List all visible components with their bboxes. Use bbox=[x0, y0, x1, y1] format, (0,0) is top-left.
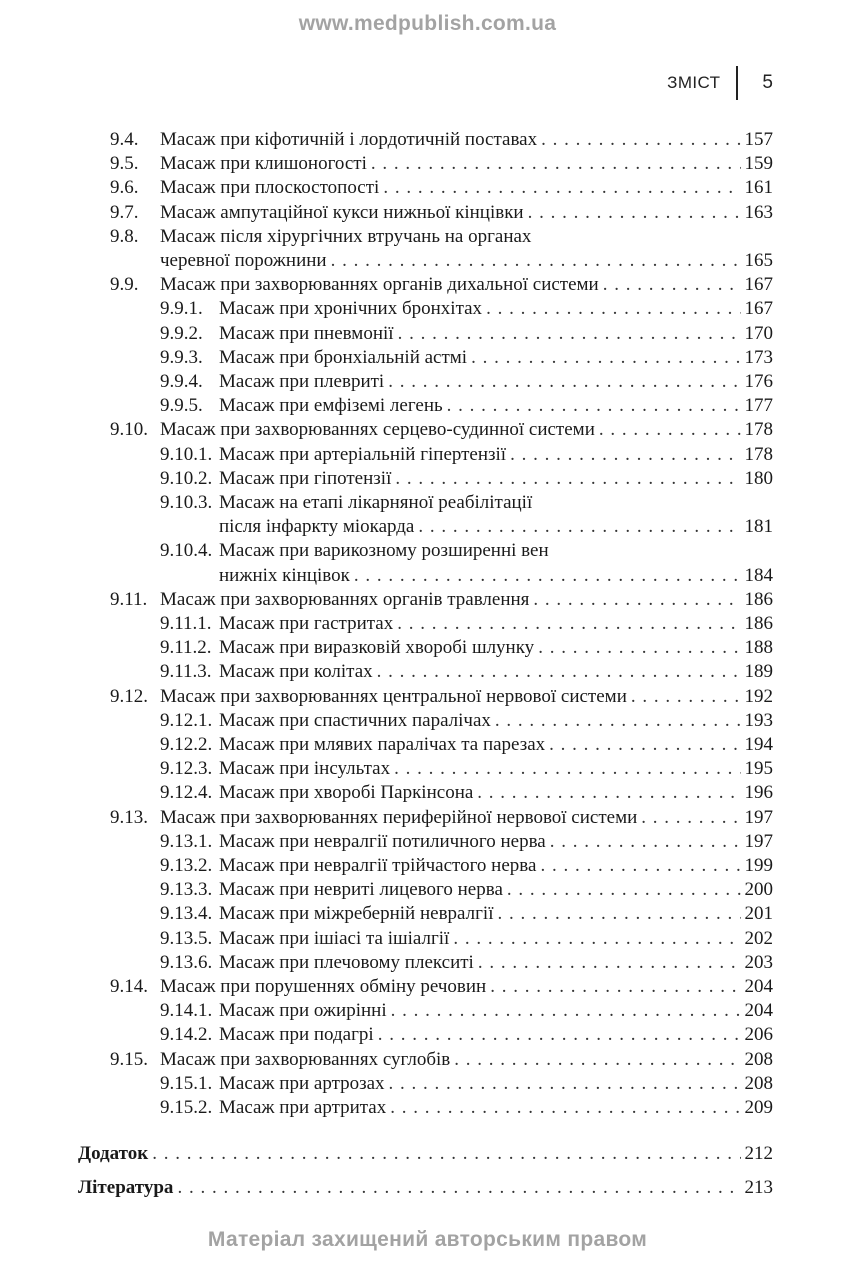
toc-entry[interactable] bbox=[0, 515, 855, 539]
toc-entry-page: 184 bbox=[744, 565, 773, 586]
dot-leader bbox=[471, 346, 740, 370]
dot-leader bbox=[538, 636, 740, 660]
toc-entry[interactable] bbox=[0, 878, 855, 902]
toc-entry-number: 9.12.1. bbox=[160, 710, 213, 731]
toc-entry-number: 9.6. bbox=[110, 177, 139, 198]
toc-entry-page: 178 bbox=[744, 444, 773, 465]
toc-entry-title: Масаж при захворюваннях центральної нервової системи bbox=[160, 686, 627, 707]
dot-leader bbox=[377, 660, 741, 684]
header-divider bbox=[736, 66, 738, 100]
toc-entry-title: Масаж при невралгії трійчастого нерва bbox=[219, 855, 537, 876]
toc-entry-page: 180 bbox=[744, 468, 773, 489]
toc-entry-number: 9.15.2. bbox=[160, 1097, 213, 1118]
toc-entry[interactable] bbox=[0, 539, 855, 563]
toc-entry-page: 209 bbox=[744, 1097, 773, 1118]
dot-leader bbox=[453, 927, 740, 951]
toc-entry[interactable] bbox=[0, 249, 855, 273]
toc-entry-line bbox=[160, 418, 773, 442]
toc-entry-line bbox=[160, 152, 773, 176]
toc-appendix-entry[interactable] bbox=[0, 1176, 855, 1200]
toc-entry-line bbox=[219, 612, 773, 636]
toc-entry-line bbox=[219, 370, 773, 394]
toc-entry[interactable] bbox=[0, 1072, 855, 1096]
toc-entry[interactable] bbox=[0, 394, 855, 418]
toc-entry-number: 9.9.5. bbox=[160, 395, 203, 416]
toc-entry-number: 9.12.3. bbox=[160, 758, 213, 779]
toc-entry[interactable] bbox=[0, 636, 855, 660]
toc-entry[interactable] bbox=[0, 201, 855, 225]
toc-entry-title: Масаж при артритах bbox=[219, 1097, 387, 1118]
toc-entry-number: 9.10.3. bbox=[160, 492, 213, 513]
toc-entry-number: 9.4. bbox=[110, 129, 139, 150]
toc-entry-title: Масаж при варикозному розширенні вен bbox=[219, 540, 549, 561]
toc-entry-title: Масаж при невриті лицевого нерва bbox=[219, 879, 503, 900]
toc-entry-line bbox=[219, 781, 773, 805]
dot-leader bbox=[371, 152, 741, 176]
toc-entry-line bbox=[219, 394, 773, 418]
toc-entry[interactable] bbox=[0, 1096, 855, 1120]
dot-leader bbox=[507, 878, 741, 902]
toc-entry-line bbox=[219, 467, 773, 491]
toc-entry-page: 167 bbox=[744, 298, 773, 319]
page-number: 5 bbox=[762, 72, 773, 93]
toc-entry[interactable] bbox=[0, 346, 855, 370]
dot-leader bbox=[528, 201, 741, 225]
toc-entry-page: 193 bbox=[744, 710, 773, 731]
dot-leader bbox=[397, 612, 740, 636]
toc-entry-line bbox=[160, 201, 773, 225]
toc-entry-line bbox=[219, 564, 773, 588]
toc-entry-line bbox=[219, 1072, 773, 1096]
toc-entry-line bbox=[219, 539, 773, 563]
toc-entry-line bbox=[219, 999, 773, 1023]
toc-entry-title: Масаж при пневмонії bbox=[219, 323, 394, 344]
toc-entry-number: 9.13.5. bbox=[160, 928, 213, 949]
toc-entry-title: Масаж при плечовому плекситі bbox=[219, 952, 474, 973]
toc-entry-title: Масаж при клишоногості bbox=[160, 153, 367, 174]
toc-entry-number: 9.9.4. bbox=[160, 371, 203, 392]
toc-entry-number: 9.9.2. bbox=[160, 323, 203, 344]
toc-entry-page: 208 bbox=[744, 1073, 773, 1094]
toc-entry-line bbox=[160, 273, 773, 297]
toc-entry-number: 9.14.1. bbox=[160, 1000, 213, 1021]
toc-entry-title: Масаж при захворюваннях периферійної нервової системи bbox=[160, 807, 638, 828]
toc-entry-number: 9.9.3. bbox=[160, 347, 203, 368]
toc-entry-title: Масаж при невралгії потиличного нерва bbox=[219, 831, 546, 852]
dot-leader bbox=[383, 176, 740, 200]
toc-entry-line bbox=[160, 685, 773, 709]
toc-entry-number: 9.12. bbox=[110, 686, 148, 707]
toc-entry[interactable] bbox=[0, 225, 855, 249]
toc-entry-page: 204 bbox=[744, 976, 773, 997]
toc-entry-title: Масаж при хворобі Паркінсона bbox=[219, 782, 474, 803]
toc-entry-page: 178 bbox=[744, 419, 773, 440]
toc-entry-line bbox=[160, 806, 773, 830]
dot-leader bbox=[418, 515, 740, 539]
copyright-watermark: Матеріал захищений авторським правом bbox=[207, 1228, 648, 1251]
toc-entry[interactable] bbox=[0, 491, 855, 515]
toc-entry[interactable] bbox=[0, 418, 855, 442]
toc-entry-page: 188 bbox=[744, 637, 773, 658]
toc-entry-line bbox=[219, 660, 773, 684]
dot-leader bbox=[540, 854, 740, 878]
toc-entry-title: Масаж при гіпотензії bbox=[219, 468, 392, 489]
dot-leader bbox=[390, 1096, 740, 1120]
toc-entry-title: Масаж при ожирінні bbox=[219, 1000, 387, 1021]
section-label: ЗМІСТ bbox=[667, 73, 721, 92]
toc-entry-line bbox=[160, 975, 773, 999]
toc-entry-number: 9.12.2. bbox=[160, 734, 213, 755]
toc-entry-page: 194 bbox=[744, 734, 773, 755]
toc-entry-page: 196 bbox=[744, 782, 773, 803]
dot-leader bbox=[391, 999, 741, 1023]
toc-entry-line bbox=[219, 951, 773, 975]
dot-leader bbox=[398, 322, 741, 346]
dot-leader bbox=[378, 1023, 741, 1047]
toc-entry-page: 195 bbox=[744, 758, 773, 779]
toc-entry[interactable] bbox=[0, 467, 855, 491]
toc-entry[interactable] bbox=[0, 1023, 855, 1047]
toc-entry[interactable] bbox=[0, 660, 855, 684]
toc-entry-title: Додаток bbox=[78, 1143, 149, 1164]
toc-entry-title: Масаж при виразковій хворобі шлунку bbox=[219, 637, 535, 658]
toc-entry-title: черевної порожнини bbox=[160, 250, 327, 271]
toc-entry[interactable] bbox=[0, 176, 855, 200]
toc-entry[interactable] bbox=[0, 927, 855, 951]
toc-entry-page: 167 bbox=[744, 274, 773, 295]
toc-entry-title: Масаж при спастичних паралічах bbox=[219, 710, 491, 731]
toc-entry[interactable] bbox=[0, 273, 855, 297]
toc-entry-line bbox=[219, 733, 773, 757]
toc-entry-title: Масаж при захворюваннях органів травлення bbox=[160, 589, 530, 610]
toc-entry-title: Масаж при захворюваннях серцево-судинної системи bbox=[160, 419, 595, 440]
dot-leader bbox=[478, 951, 741, 975]
toc-entry-number: 9.11.1. bbox=[160, 613, 212, 634]
dot-leader bbox=[541, 128, 740, 152]
toc-entry-title: Масаж після хірургічних втручань на органах bbox=[160, 226, 532, 247]
toc-entry-page: 204 bbox=[744, 1000, 773, 1021]
toc-entry[interactable] bbox=[0, 854, 855, 878]
toc-entry-title: Масаж при бронхіальній астмі bbox=[219, 347, 468, 368]
toc-entry-number: 9.8. bbox=[110, 226, 139, 247]
toc-entry[interactable] bbox=[0, 128, 855, 152]
toc-entry-number: 9.9.1. bbox=[160, 298, 203, 319]
toc-entry-number: 9.15. bbox=[110, 1049, 148, 1070]
toc-entry-number: 9.9. bbox=[110, 274, 139, 295]
toc-entry-number: 9.11.3. bbox=[160, 661, 212, 682]
dot-leader bbox=[177, 1176, 740, 1200]
toc-entry-line bbox=[160, 176, 773, 200]
dot-leader bbox=[550, 830, 741, 854]
toc-entry-line bbox=[219, 709, 773, 733]
toc-entry-number: 9.14. bbox=[110, 976, 148, 997]
toc-entry-number: 9.10.2. bbox=[160, 468, 213, 489]
toc-entry-title: Масаж при міжреберній невралгії bbox=[219, 903, 494, 924]
toc-entry-title: Масаж при артеріальній гіпертензії bbox=[219, 444, 507, 465]
toc-entry-line bbox=[219, 636, 773, 660]
toc-entry-page: 170 bbox=[744, 323, 773, 344]
toc-entry-page: 197 bbox=[744, 831, 773, 852]
dot-leader bbox=[152, 1142, 740, 1166]
toc-entry-number: 9.10.1. bbox=[160, 444, 213, 465]
toc-entry-line bbox=[78, 1142, 773, 1166]
toc-entry-page: 177 bbox=[744, 395, 773, 416]
toc-entry-page: 203 bbox=[744, 952, 773, 973]
toc-entry-number: 9.11. bbox=[110, 589, 148, 610]
toc-entry-line bbox=[219, 443, 773, 467]
toc-entry-page: 202 bbox=[744, 928, 773, 949]
toc-entry[interactable] bbox=[0, 297, 855, 321]
toc-entry-number: 9.10. bbox=[110, 419, 148, 440]
toc-entry-number: 9.13.6. bbox=[160, 952, 213, 973]
toc-entry-title: Масаж ампутаційної кукси нижньої кінцівки bbox=[160, 202, 524, 223]
toc-entry-page: 206 bbox=[744, 1024, 773, 1045]
toc-entry-title: Масаж при плоскостопості bbox=[160, 177, 380, 198]
dot-leader bbox=[389, 1072, 741, 1096]
toc-entry-title: Масаж при ішіасі та ішіалгії bbox=[219, 928, 450, 949]
toc-entry-line bbox=[219, 927, 773, 951]
toc-entry-title: Масаж при емфіземі легень bbox=[219, 395, 443, 416]
toc-entry[interactable] bbox=[0, 612, 855, 636]
toc-entry-page: 157 bbox=[744, 129, 773, 150]
toc-entry[interactable] bbox=[0, 152, 855, 176]
dot-leader bbox=[331, 249, 741, 273]
toc-entry-page: 200 bbox=[744, 879, 773, 900]
toc-entry-line bbox=[219, 1023, 773, 1047]
dot-leader bbox=[395, 467, 740, 491]
toc-entry-number: 9.13.4. bbox=[160, 903, 213, 924]
toc-entry-title: Масаж при артрозах bbox=[219, 1073, 385, 1094]
toc-entry-title: Масаж при подагрі bbox=[219, 1024, 374, 1045]
toc-entry-title: після інфаркту міокарда bbox=[219, 516, 415, 537]
toc-entry[interactable] bbox=[0, 370, 855, 394]
toc-entry-number: 9.5. bbox=[110, 153, 139, 174]
toc-entry-line bbox=[78, 1176, 773, 1200]
toc-entry[interactable] bbox=[0, 757, 855, 781]
dot-leader bbox=[490, 975, 740, 999]
toc-entry-title: нижніх кінцівок bbox=[219, 565, 350, 586]
toc-entry-number: 9.12.4. bbox=[160, 782, 213, 803]
running-header bbox=[667, 66, 773, 100]
dot-leader bbox=[477, 781, 740, 805]
toc-entry[interactable] bbox=[0, 999, 855, 1023]
dot-leader bbox=[603, 273, 741, 297]
toc-entry-number: 9.11.2. bbox=[160, 637, 212, 658]
toc-entry[interactable] bbox=[0, 322, 855, 346]
toc-entry-line bbox=[219, 830, 773, 854]
toc-entry-title: Масаж при колітах bbox=[219, 661, 373, 682]
toc-entry-title: Масаж на етапі лікарняної реабілітації bbox=[219, 492, 533, 513]
toc-entry[interactable] bbox=[0, 685, 855, 709]
toc-entry-title: Масаж при кіфотичній і лордотичній поставах bbox=[160, 129, 538, 150]
toc-entry-line bbox=[160, 1048, 773, 1072]
toc-entry-line bbox=[160, 588, 773, 612]
toc-entry-page: 197 bbox=[744, 807, 773, 828]
toc-entry[interactable] bbox=[0, 709, 855, 733]
toc-appendix-entry[interactable] bbox=[0, 1142, 855, 1166]
dot-leader bbox=[641, 806, 740, 830]
toc-entry[interactable] bbox=[0, 902, 855, 926]
toc-entry[interactable] bbox=[0, 951, 855, 975]
dot-leader bbox=[631, 685, 741, 709]
toc-entry-number: 9.7. bbox=[110, 202, 139, 223]
toc-entry-number: 9.15.1. bbox=[160, 1073, 213, 1094]
toc-entry-number: 9.13. bbox=[110, 807, 148, 828]
toc-entry-line bbox=[219, 297, 773, 321]
dot-leader bbox=[495, 709, 741, 733]
toc-entry-page: 163 bbox=[744, 202, 773, 223]
toc-entry-line bbox=[219, 757, 773, 781]
toc-entry[interactable] bbox=[0, 806, 855, 830]
toc-entry-line bbox=[160, 249, 773, 273]
toc-entry[interactable] bbox=[0, 564, 855, 588]
toc-entry-page: 159 bbox=[744, 153, 773, 174]
toc-entry-number: 9.13.1. bbox=[160, 831, 213, 852]
toc-entry-title: Масаж при плевриті bbox=[219, 371, 385, 392]
toc-entry[interactable] bbox=[0, 443, 855, 467]
toc-entry-title: Література bbox=[78, 1177, 174, 1198]
toc-entry-line bbox=[219, 902, 773, 926]
toc-entry-number: 9.13.2. bbox=[160, 855, 213, 876]
dot-leader bbox=[394, 757, 740, 781]
publisher-url: www.medpublish.com.ua bbox=[298, 12, 557, 35]
toc-entry-title: Масаж при хронічних бронхітах bbox=[219, 298, 483, 319]
toc-entry-page: 189 bbox=[744, 661, 773, 682]
toc-entry-line bbox=[160, 225, 773, 249]
toc-entry-page: 161 bbox=[744, 177, 773, 198]
toc-entry[interactable] bbox=[0, 1048, 855, 1072]
dot-leader bbox=[354, 564, 741, 588]
toc-entry-number: 9.10.4. bbox=[160, 540, 213, 561]
toc-entry[interactable] bbox=[0, 588, 855, 612]
toc-entry[interactable] bbox=[0, 781, 855, 805]
dot-leader bbox=[533, 588, 740, 612]
toc-entry-title: Масаж при гастритах bbox=[219, 613, 394, 634]
toc-entry-title: Масаж при захворюваннях органів дихальної системи bbox=[160, 274, 599, 295]
toc-entry-page: 186 bbox=[744, 589, 773, 610]
toc-entry-title: Масаж при млявих паралічах та парезах bbox=[219, 734, 546, 755]
dot-leader bbox=[599, 418, 741, 442]
toc-entry-page: 186 bbox=[744, 613, 773, 634]
toc-entry-line bbox=[219, 322, 773, 346]
toc-entry[interactable] bbox=[0, 830, 855, 854]
toc-entry-number: 9.14.2. bbox=[160, 1024, 213, 1045]
toc-entry-page: 165 bbox=[744, 250, 773, 271]
toc-entry-title: Масаж при захворюваннях суглобів bbox=[160, 1049, 451, 1070]
toc-entry-page: 173 bbox=[744, 347, 773, 368]
toc-entry-page: 199 bbox=[744, 855, 773, 876]
toc-entry-line bbox=[219, 515, 773, 539]
toc-entry-line bbox=[219, 1096, 773, 1120]
dot-leader bbox=[447, 394, 741, 418]
dot-leader bbox=[497, 902, 740, 926]
dot-leader bbox=[510, 443, 740, 467]
toc-entry-line bbox=[219, 491, 773, 515]
toc-entry-page: 201 bbox=[744, 903, 773, 924]
dot-leader bbox=[486, 297, 740, 321]
toc-entry[interactable] bbox=[0, 975, 855, 999]
toc-entry-title: Масаж при інсультах bbox=[219, 758, 391, 779]
dot-leader bbox=[454, 1048, 740, 1072]
toc-entry-page: 192 bbox=[744, 686, 773, 707]
toc-entry-line bbox=[219, 878, 773, 902]
toc-entry-page: 212 bbox=[744, 1143, 773, 1164]
toc-entry-title: Масаж при порушеннях обміну речовин bbox=[160, 976, 487, 997]
toc-entry-line bbox=[160, 128, 773, 152]
toc-entry[interactable] bbox=[0, 733, 855, 757]
toc-entry-line bbox=[219, 346, 773, 370]
toc-entry-page: 208 bbox=[744, 1049, 773, 1070]
dot-leader bbox=[549, 733, 740, 757]
toc-entry-page: 181 bbox=[744, 516, 773, 537]
toc-entry-page: 176 bbox=[744, 371, 773, 392]
toc-entry-line bbox=[219, 854, 773, 878]
dot-leader bbox=[388, 370, 740, 394]
toc-entry-number: 9.13.3. bbox=[160, 879, 213, 900]
toc-entry-page: 213 bbox=[744, 1177, 773, 1198]
